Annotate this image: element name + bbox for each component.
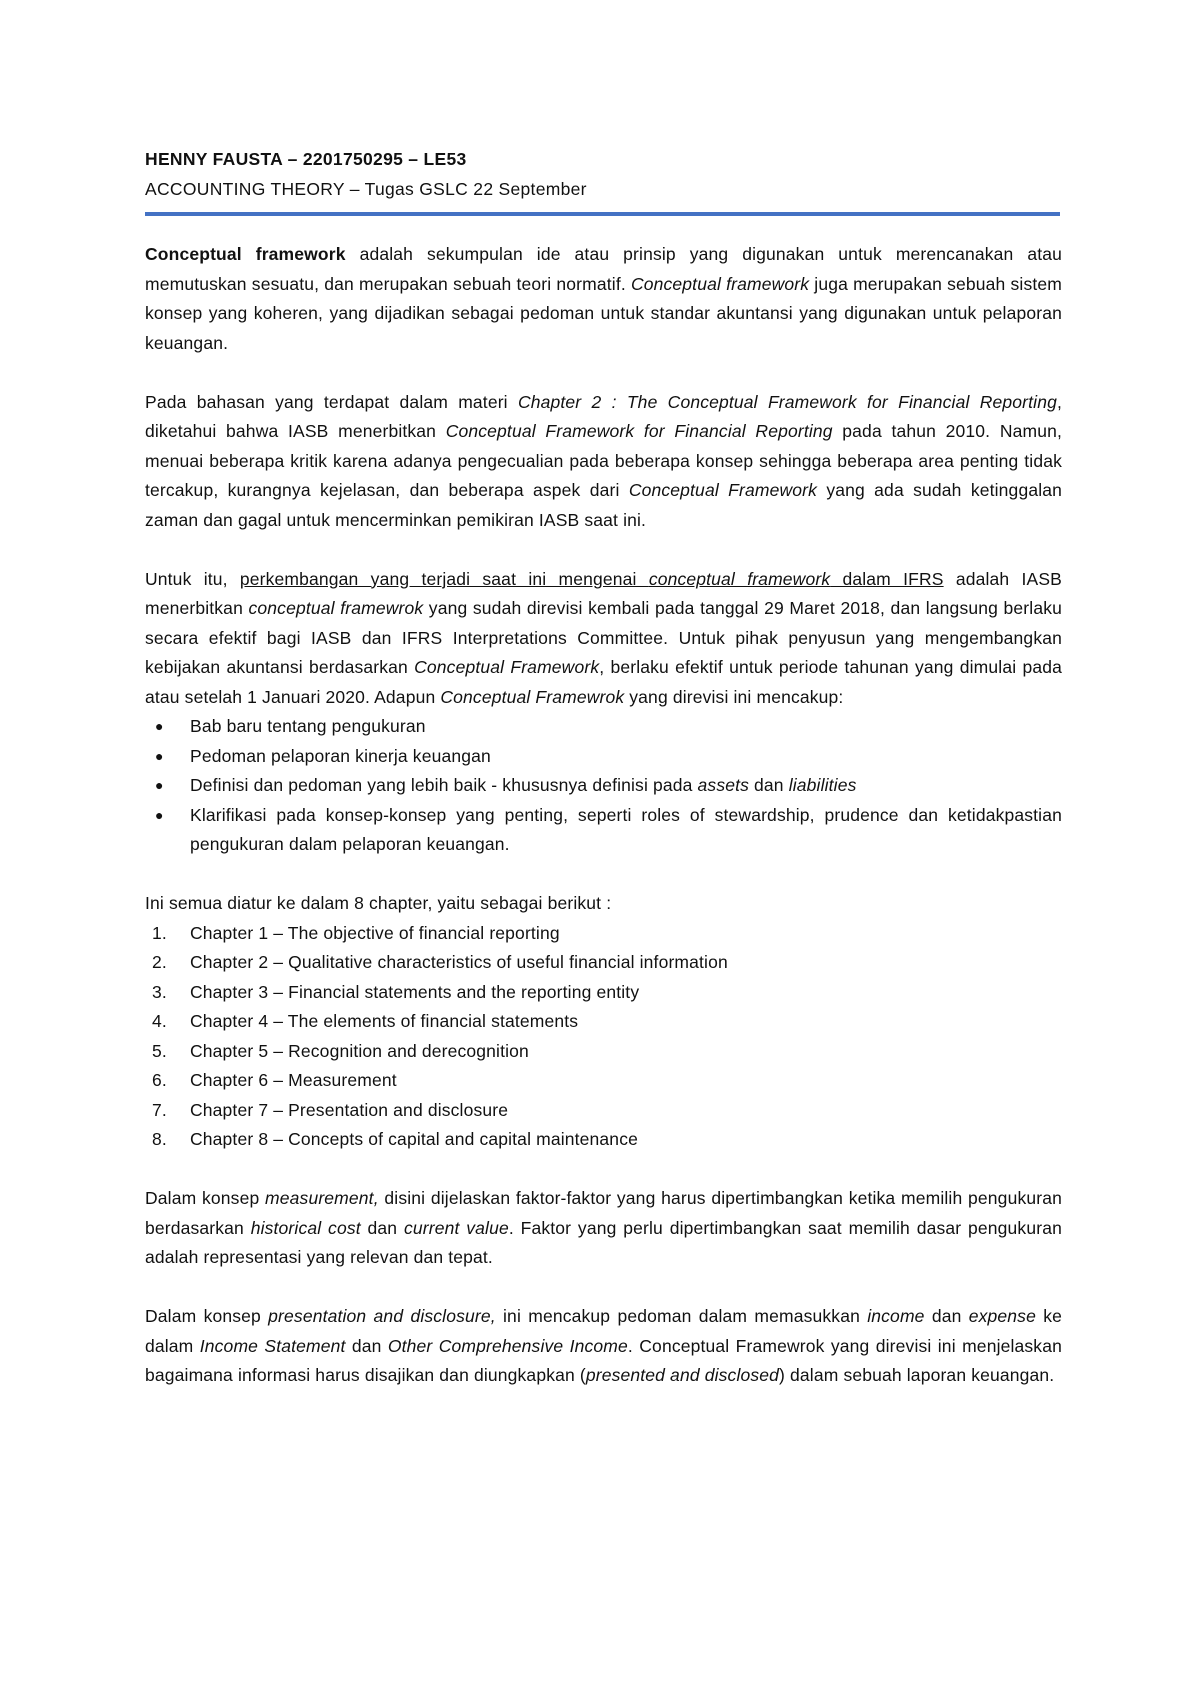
term-italic: Other Comprehensive Income (387, 1335, 628, 1356)
text-span: ke dalam (145, 1306, 1062, 1356)
list-number: 4. (152, 1011, 167, 1031)
author-header: HENNY FAUSTA – 2201750295 – LE53 (145, 149, 467, 169)
list-item (145, 742, 1062, 772)
term-italic: Conceptual Framewrok (440, 686, 625, 707)
term-italic: conceptual framework (648, 568, 831, 589)
term-bold: Conceptual framework (145, 244, 346, 264)
list-item-text: Chapter 6 – Measurement (190, 1070, 397, 1090)
list-number: 7. (152, 1099, 167, 1120)
list-item (145, 1125, 1062, 1155)
text-span: dan (924, 1306, 969, 1326)
list-number: 3. (152, 981, 167, 1002)
text-span: ) dalam sebuah laporan keuangan. (779, 1365, 1055, 1385)
term-italic: expense (968, 1306, 1036, 1326)
text-span: disini dijelaskan faktor-faktor yang harus dipertimbangkan ketika memilih pengukuran berdasarkan (145, 1188, 1062, 1238)
list-item (145, 1066, 1062, 1096)
chapter-list (145, 919, 1062, 1155)
underlined-phrase (240, 569, 944, 589)
list-item-text: Bab baru tentang pengukuran (190, 716, 426, 736)
text-span: Untuk itu, (145, 568, 240, 589)
text-span: dan (345, 1335, 388, 1356)
list-item (145, 771, 1062, 801)
text-span: . Faktor yang perlu dipertimbangkan saat memilih dasar pengukuran adalah representasi yang relevan dan tepat. (145, 1217, 1062, 1267)
bullet-list (145, 712, 1062, 860)
term-italic: Conceptual framework (630, 273, 810, 294)
bullet-icon: ● (155, 777, 164, 793)
term-italic: Chapter 2 : The Conceptual Framework for Financial Reporting (517, 391, 1057, 412)
text-span: pada tahun 2010. Namun, menuai beberapa kritik karena adanya pengecualian pada beberapa konsep sehingga beberapa area penting tidak tercakup, kurangnya kejelasan, dan beberapa aspek dari (145, 421, 1063, 500)
term-italic: presentation and disclosure, (268, 1306, 496, 1326)
text-span: dan (749, 775, 789, 795)
paragraph-chapters-intro: Ini semua diatur ke dalam 8 chapter, yaitu sebagai berikut : (145, 893, 612, 913)
text-span: juga merupakan sebuah sistem konsep yang koheren, yang dijadikan sebagai pedoman untuk standar akuntansi yang digunakan untuk pelaporan keuangan. (145, 273, 1062, 353)
list-item (145, 1037, 1062, 1067)
list-item (145, 1096, 1062, 1126)
list-item-text: Chapter 1 – The objective of financial reporting (190, 922, 560, 943)
term-italic: Income Statement (199, 1335, 346, 1356)
text-span: perkembangan yang terjadi saat ini mengenai (239, 568, 649, 589)
document-body (145, 240, 1062, 1391)
text-span: dalam IFRS (830, 568, 944, 589)
term-italic: income (867, 1306, 925, 1326)
paragraph-definition (145, 240, 1062, 358)
list-number: 6. (152, 1070, 167, 1090)
list-item-text: Pedoman pelaporan kinerja keuangan (190, 745, 491, 766)
list-item-text: Chapter 4 – The elements of financial statements (190, 1011, 579, 1031)
text-span: adalah sekumpulan ide atau prinsip yang digunakan untuk merencanakan atau memutuskan sesuatu, dan merupakan sebuah teori normatif. (145, 244, 1063, 294)
list-number: 8. (152, 1129, 167, 1149)
list-item-text: Definisi dan pedoman yang lebih baik - khususnya definisi pada (190, 775, 698, 795)
bullet-icon: ● (155, 718, 164, 734)
term-italic: presented and disclosed (585, 1365, 780, 1385)
bullet-icon: ● (155, 747, 164, 764)
term-italic: conceptual framewrok (248, 598, 424, 618)
text-span: Dalam konsep (145, 1306, 269, 1326)
list-item (145, 1007, 1062, 1037)
term-italic: Conceptual Framework (628, 480, 818, 500)
list-number: 1. (152, 922, 167, 943)
text-span: yang ada sudah ketinggalan zaman dan gagal untuk mencerminkan pemikiran IASB saat ini. (145, 480, 1063, 530)
term-italic: assets (697, 775, 750, 795)
term-italic: Conceptual Framework (414, 657, 600, 677)
text-span: yang direvisi ini mencakup: (624, 686, 844, 707)
term-italic: historical cost (250, 1217, 361, 1238)
text-span: adalah IASB menerbitkan (145, 568, 1062, 618)
text-span: , berlaku efektif untuk periode tahunan yang dimulai pada atau setelah 1 Januari 2020. Adapun (145, 657, 1062, 707)
text-span: . Conceptual Framewrok yang direvisi ini menjelaskan bagaimana informasi harus disajikan dan diungkapkan ( (145, 1335, 1062, 1385)
paragraph-history (145, 388, 1062, 536)
term-italic: Conceptual Framework for Financial Reporting (445, 421, 833, 441)
list-item-text: Chapter 7 – Presentation and disclosure (190, 1099, 509, 1120)
text-span: yang sudah direvisi kembali pada tanggal 29 Maret 2018, dan langsung berlaku secara efektif bagi IASB dan IFRS Interpretations Committee. Untuk pihak penyusun yang mengembangkan kebijakan akuntansi berdasarkan (145, 598, 1062, 677)
term-italic: liabilities (788, 775, 857, 795)
header-divider (145, 212, 1060, 216)
text-span: ini mencakup pedoman dalam memasukkan (495, 1306, 868, 1326)
list-item (145, 712, 1062, 742)
text-span: dan (360, 1217, 404, 1238)
text-span: Dalam konsep (145, 1188, 266, 1208)
list-item (145, 801, 1062, 860)
term-italic: current value (403, 1217, 509, 1238)
list-item-text: Klarifikasi pada konsep-konsep yang penting, seperti roles of stewardship, prudence dan ketidakpastian pengukuran dalam pelaporan keuangan. (190, 804, 1062, 854)
text-span: , diketahui bahwa IASB menerbitkan (145, 391, 1062, 441)
list-number: 2. (152, 952, 167, 972)
term-italic: measurement, (265, 1188, 379, 1208)
paragraph-presentation (145, 1302, 1062, 1391)
bullet-icon: ● (155, 806, 164, 823)
list-item-text: Chapter 5 – Recognition and derecognition (190, 1040, 529, 1061)
course-subtitle: ACCOUNTING THEORY – Tugas GSLC 22 September (145, 179, 587, 199)
list-item (145, 978, 1062, 1008)
text-span: Pada bahasan yang terdapat dalam materi (145, 391, 518, 412)
list-item (145, 948, 1062, 978)
list-item-text: Chapter 3 – Financial statements and the reporting entity (190, 981, 640, 1002)
list-item (145, 919, 1062, 949)
paragraph-development (145, 565, 1062, 713)
paragraph-measurement (145, 1184, 1062, 1273)
list-item-text: Chapter 2 – Qualitative characteristics of useful financial information (190, 952, 728, 972)
list-number: 5. (152, 1040, 167, 1061)
list-item-text: Chapter 8 – Concepts of capital and capital maintenance (190, 1129, 638, 1149)
